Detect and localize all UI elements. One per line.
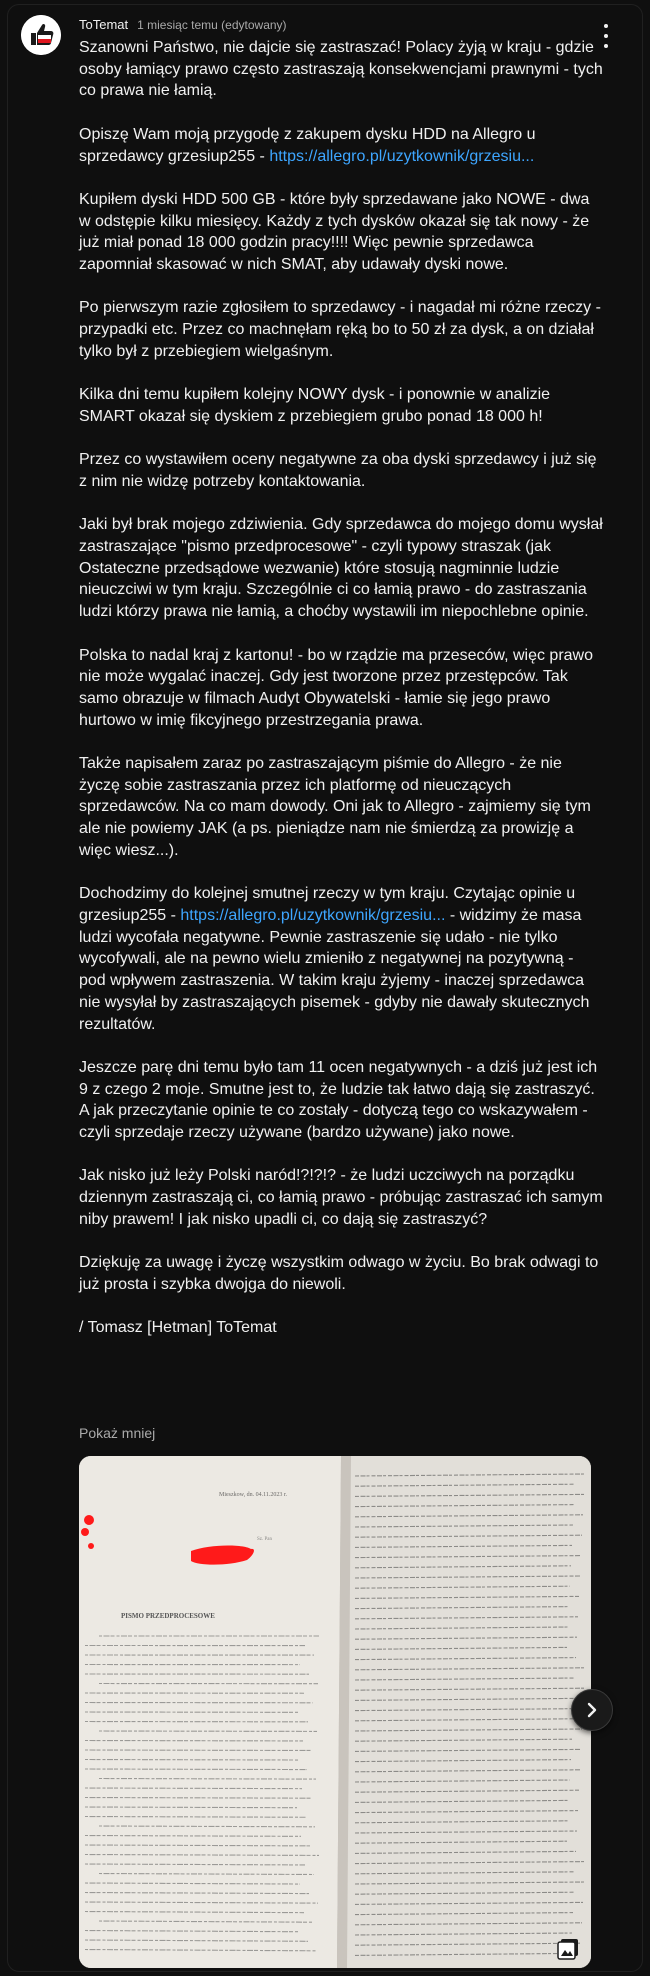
comment-paragraph: Jak nisko już leży Polski naród!?!?!? - że ludzi uczciwych na porządku dziennym zastraszają ci, co łamią prawo - próbując zastraszać ich samym niby prawem! I jak nisko upadli ci, co dają się zastraszyć? [79, 1167, 603, 1228]
author-name[interactable]: ToTemat [79, 17, 129, 32]
redaction-mark [81, 1528, 89, 1536]
more-vertical-icon-dot [604, 44, 608, 48]
document-text-line [85, 1807, 297, 1808]
more-vertical-icon-dot [604, 34, 608, 38]
comment-header [79, 17, 287, 35]
show-less-button[interactable]: Pokaż mniej [79, 1425, 156, 1441]
signature: / Tomasz [Hetman] ToTemat [79, 1319, 277, 1337]
attached-image[interactable] [79, 1456, 591, 1968]
comment-paragraph: Opiszę Wam moją przygodę z zakupem dysku HDD na Allegro u sprzedawcy grzesiup255 - https://allegro.pl/uzytkownik/grzesiu... [79, 125, 536, 165]
seller-profile-link[interactable]: https://allegro.pl/uzytkownik/grzesiu... [269, 147, 535, 165]
thumbs-up-flag-icon [21, 15, 61, 55]
timestamp[interactable]: 1 miesiąc temu (edytowany) [137, 18, 287, 32]
document-title: PISMO PRZEDPROCESOWE [121, 1612, 215, 1620]
image-gallery-icon [556, 1937, 580, 1961]
redaction-mark [88, 1543, 94, 1549]
avatar[interactable] [21, 15, 61, 55]
comment-paragraph: Przez co wystawiłem oceny negatywne za oba dyski sprzedawcy i już się z nim nie widzę potrzeby kontaktowania. [79, 451, 597, 490]
document-date: Mieszkow, dn. 04.11.2023 r. [219, 1492, 288, 1498]
document-text-line [85, 1760, 298, 1761]
comment-paragraph: Kupiłem dyski HDD 500 GB - które były sprzedawane jako NOWE - dwa w odstępie kilku miesięcy. Każdy z tych dysków okazał się tak nowy - że już miał ponad 18 000 godzin pracy!!!! Więc pewnie sprzedawca zapomniał skasować w nich SMAT, aby udawały dyski nowe. [79, 190, 590, 273]
comment-paragraph: Jeszcze parę dni temu było tam 11 ocen negatywnych - a dziś już jest ich 9 z czego 2 moje. Smutne jest to, że ludzie tak łatwo dają się zastraszyć. A jak przeczytanie opinie te co zostały - dotyczą tego co wskazywałem - czyli sprzedaje rzeczy używane (bardzo używane) jako nowe. [79, 1058, 598, 1141]
comment-paragraph: Jaki był brak mojego zdziwienia. Gdy sprzedawca do mojego domu wysłał zastraszające "pismo przedprocesowe" - czyli typowy straszak (jak Ostateczne przedsądowe wezwanie) które stosują nagminnie ludzie nieuczciwi w tym kraju. Szczególnie ci co łamią prawo - do zastraszania ludzi którzy prawa nie łamią, a choćby wystawili im niepochlebne opinie. [79, 516, 603, 621]
redaction-mark [84, 1515, 94, 1525]
more-vertical-icon [604, 24, 608, 28]
comment-paragraph: Dochodzimy do kolejnej smutnej rzeczy w tym kraju. Czytając opinie u grzesiup255 - https://allegro.pl/uzytkownik/grzesiu... - widzimy że masa ludzi wycofała negatywne. Pewnie zastraszenie się udało - nie tylko wycofywali, ale na pewno wielu zmieniło z negatywnej na pozytywną - pod wpływem zastraszenia. W takim kraju żyjemy - inaczej sprzedawca nie wysyłał by zastraszających pisemek - gdyby nie dawały skutecznych rezultatów. [79, 885, 590, 1033]
next-image-button[interactable] [571, 1689, 613, 1731]
comment-text [79, 37, 604, 1339]
chevron-right-icon [583, 1701, 601, 1719]
comment-paragraph: Kilka dni temu kupiłem kolejny NOWY dysk - i ponownie w analizie SMART okazał się dyskiem z przebiegiem grubo ponad 18 000 h! [79, 386, 551, 425]
comment-paragraph: Także napisałem zaraz po zastraszającym piśmie do Allegro - że nie życzę sobie zastraszania przez ich platformę od nieuczących sprzedawców. Na co mam dowody. Oni jak to Allegro - zajmiemy się tym ale nie powiemy JAK (a ps. pieniądze nam nie śmierdzą za prowizję a więc wiesz...). [79, 755, 591, 859]
image-gallery-button[interactable] [553, 1934, 583, 1964]
svg-text:Sz. Pan: Sz. Pan [257, 1537, 272, 1542]
comment-paragraph: Dziękuję za uwagę i życzę wszystkim odwago w życiu. Bo brak odwagi to już prosta i szybka dwojga do niewoli. [79, 1254, 599, 1293]
right-document-page [341, 1456, 591, 1968]
document-photo [79, 1456, 591, 1968]
comment-paragraph: Polska to nadal kraj z kartonu! - bo w rządzie ma przeseców, więc prawo nie może wygalać inaczej. Gdy jest tworzone przez przestępców. Tak samo obrazuje w filmach Audyt Obywatelski - łamie się jego prawo hurtowo w imię fikcyjnego przestrzegania prawa. [79, 646, 594, 729]
comment-paragraph: Po pierwszym razie zgłosiłem to sprzedawcy - i nagadał mi różne rzeczy - przypadki etc. Przez co machnęłam ręką bo to 50 zł za dysk, a on działał tylko był z przebiegiem wielgaśnym. [79, 299, 601, 360]
seller-profile-link[interactable]: https://allegro.pl/uzytkownik/grzesiu... [180, 906, 446, 924]
comment-paragraph: Szanowni Państwo, nie dajcie się zastraszać! Polacy żyją w kraju - gdzie osoby łamiący prawo często zastraszają konsekwencjami prawnymi - tych co prawa nie łamią. [79, 39, 603, 100]
